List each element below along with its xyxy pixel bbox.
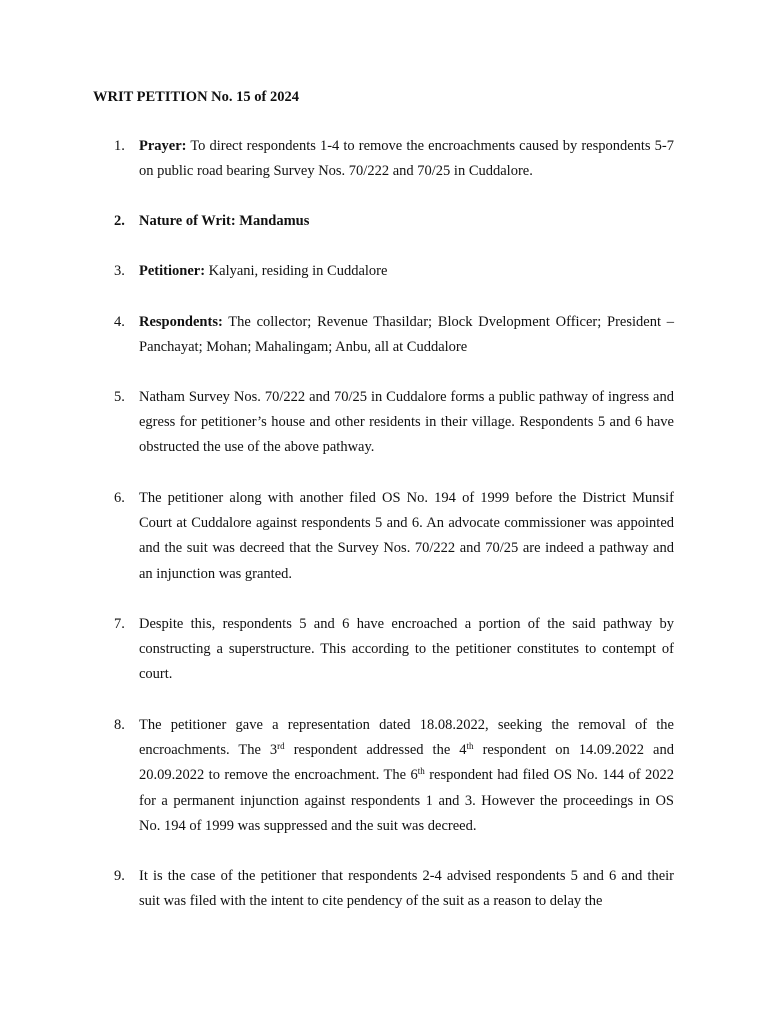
item-number: 2. xyxy=(114,213,125,229)
item-text: Natham Survey Nos. 70/222 and 70/25 in Cuddalore forms a public pathway of ingress and egress for petitioner’s house and other residents in their village. Respondents 5 and 6 have obstructed the use of the above pathway. xyxy=(139,389,674,456)
list-item-paragraph-8 xyxy=(114,713,674,839)
ordinal-suffix: th xyxy=(466,741,474,752)
item-text: Despite this, respondents 5 and 6 have encroached a portion of the said pathway by constructing a superstructure. This according to the petitioner constitutes to contempt of court. xyxy=(139,616,674,683)
item-number: 1. xyxy=(114,138,125,154)
item-number: 4. xyxy=(114,314,125,330)
item-text-part: respondent on 14.09.2022 and 20.09.2022 to remove the encroachment. The 6 xyxy=(139,742,674,784)
item-number: 5. xyxy=(114,389,125,405)
item-text-part: respondent had filed OS No. 144 of 2022 for a permanent injunction against respondents 1 and 3. However the proceedings in OS No. 194 of 1999 was suppressed and the suit was decreed. xyxy=(139,767,674,834)
item-number: 6. xyxy=(114,490,125,506)
item-number: 8. xyxy=(114,717,125,733)
ordinal-suffix: rd xyxy=(277,741,285,752)
item-number: 7. xyxy=(114,616,125,632)
item-label: Respondents: xyxy=(139,314,223,330)
item-label: Petitioner: xyxy=(139,263,206,279)
list-item-petitioner xyxy=(114,259,674,284)
list-item-prayer xyxy=(114,134,674,184)
item-text-part: respondent addressed the 4 xyxy=(284,742,467,759)
ordinal-suffix: th xyxy=(417,766,425,777)
item-label: Prayer: xyxy=(139,138,187,154)
list-item-respondents xyxy=(114,310,674,360)
list-item-paragraph-7 xyxy=(114,612,674,688)
item-text: The collector; Revenue Thasildar; Block Dvelopment Officer; President – Panchayat; Mohan; Mahalingam; Anbu, all at Cuddalore xyxy=(139,314,674,356)
item-number: 9. xyxy=(114,868,125,884)
list-item-paragraph-6 xyxy=(114,486,674,587)
list-item-paragraph-5 xyxy=(114,385,674,461)
item-text: It is the case of the petitioner that respondents 2-4 advised respondents 5 and 6 and their suit was filed with the intent to cite pendency of the suit as a reason to delay the xyxy=(139,868,674,910)
item-text: Kalyani, residing in Cuddalore xyxy=(205,263,388,279)
petition-title: WRIT PETITION No. 15 of 2024 xyxy=(93,89,299,105)
item-text: To direct respondents 1-4 to remove the encroachments caused by respondents 5-7 on public road bearing Survey Nos. 70/222 and 70/25 in Cuddalore. xyxy=(139,138,674,180)
item-text: The petitioner along with another filed OS No. 194 of 1999 before the District Munsif Court at Cuddalore against respondents 5 and 6. An advocate commissioner was appointed and the suit was decreed that the Survey Nos. 70/222 and 70/25 are indeed a pathway and an injunction was granted. xyxy=(139,490,674,582)
list-item-nature-of-writ xyxy=(114,209,674,234)
item-number: 3. xyxy=(114,263,125,279)
list-item-paragraph-9 xyxy=(114,864,674,914)
item-text-part: The petitioner gave a representation dated 18.08.2022, seeking the removal of the encroachments. The 3 xyxy=(139,717,674,759)
item-label: Nature of Writ: Mandamus xyxy=(139,213,310,229)
